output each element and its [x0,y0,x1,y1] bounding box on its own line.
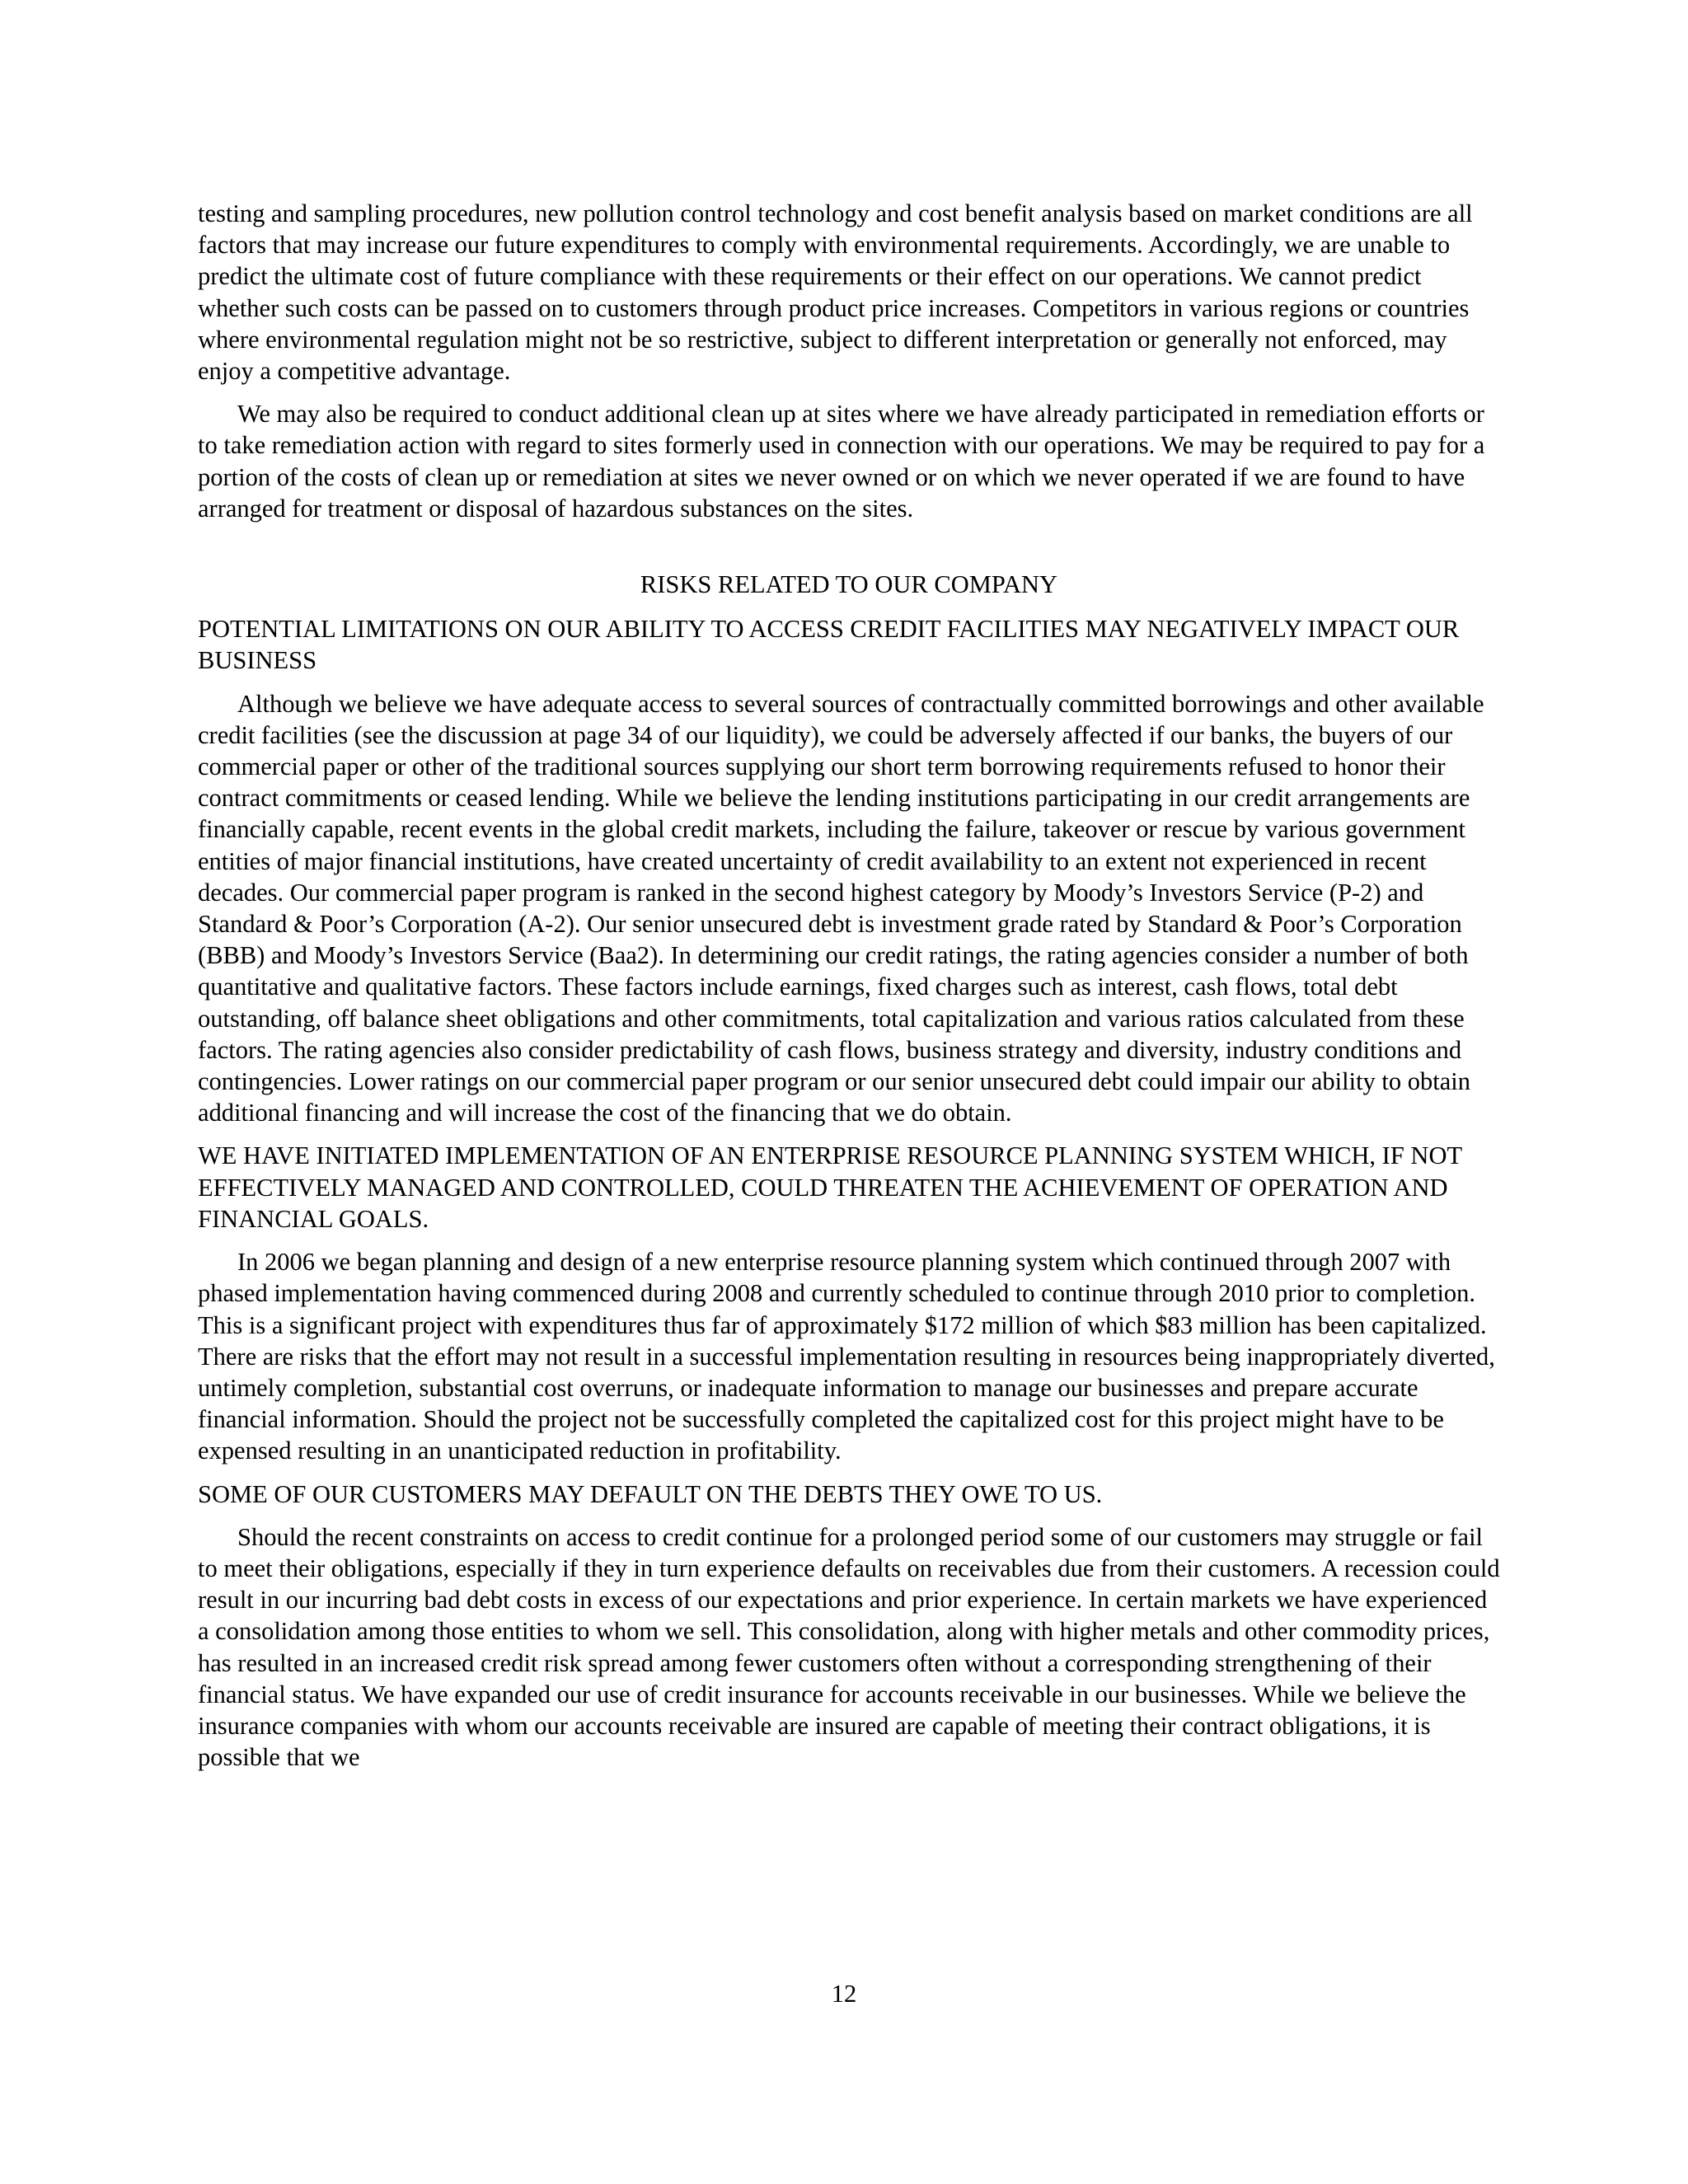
paragraph-remediation: We may also be required to conduct additional clean up at sites where we have already participated in remediation efforts or to take remediation action with regard to sites formerly used in connection with our operations. We may be required to pay for a portion of the costs of clean up or remediation at sites we never owned or on which we never operated if we are found to have arranged for treatment or disposal of hazardous substances on the sites. [198,400,1485,523]
section-title: RISKS RELATED TO OUR COMPANY [640,570,1058,599]
risk-body-credit-facilities: Although we believe we have adequate access to several sources of contractually committed borrowings and other available credit facilities (see the discussion at page 34 of our liquidity), we could be adversely affected if our banks, the buyers of our commercial paper or other of the traditional sources supplying our short term borrowing requirements refused to honor their contract commitments or ceased lending. While we believe the lending institutions participating in our credit arrangements are financially capable, recent events in the global credit markets, including the failure, takeover or rescue by various government entities of major financial institutions, have created uncertainty of credit availability to an extent not experienced in recent decades. Our commercial paper program is ranked in the second highest category by Moody’s Investors Service (P-2) and Standard & Poor’s Corporation (A-2). Our senior unsecured debt is investment grade rated by Standard & Poor’s Corporation (BBB) and Moody’s Investors Service (Baa2). In determining our credit ratings, the rating agencies consider a number of both quantitative and qualitative factors. These factors include earnings, fixed charges such as interest, cash flows, total debt outstanding, off balance sheet obligations and other commitments, total capitalization and various ratios calculated from these factors. The rating agencies also consider predictability of cash flows, business strategy and diversity, industry conditions and contingencies. Lower ratings on our commercial paper program or our senior unsecured debt could impair our ability to obtain additional financing and will increase the cost of the financing that we do obtain. [198,689,1484,1127]
risk-heading-customer-default: SOME OF OUR CUSTOMERS MAY DEFAULT ON THE DEBTS THEY OWE TO US. [198,1479,1103,1508]
paragraph-environmental-costs: testing and sampling procedures, new pollution control technology and cost benefit analysis based on market conditions are all factors that may increase our future expenditures to comply with environmental requirements. Accordingly, we are unable to predict the ultimate cost of future compliance with these requirements or their effect on our operations. We cannot predict whether such costs can be passed on to customers through product price increases. Competitors in various regions or countries where environmental regulation might not be so restrictive, subject to different interpretation or generally not enforced, may enjoy a competitive advantage. [198,199,1473,386]
risk-heading-erp-system: WE HAVE INITIATED IMPLEMENTATION OF AN ENTERPRISE RESOURCE PLANNING SYSTEM WHICH, IF NOT EFFECTIVELY MANAGED AND CONTROLLED, COULD THREATEN THE ACHIEVEMENT OF OPERATION AND FINANCIAL GOALS. [198,1141,1462,1233]
page-number: 12 [831,1980,857,2008]
risk-body-customer-default: Should the recent constraints on access to credit continue for a prolonged period some of our customers may struggle or fail to meet their obligations, especially if they in turn experience defaults on receivables due from their customers. A recession could result in our incurring bad debt costs in excess of our expectations and prior experience. In certain markets we have experienced a consolidation among those entities to whom we sell. This consolidation, along with higher metals and other commodity prices, has resulted in an increased credit risk spread among fewer customers often without a corresponding strengthening of their financial status. We have expanded our use of credit insurance for accounts receivable in our businesses. While we believe the insurance companies with whom our accounts receivable are insured are capable of meeting their contract obligations, it is possible that we [198,1522,1500,1772]
document-page [198,198,1500,1784]
risk-body-erp-system: In 2006 we began planning and design of a new enterprise resource planning system which continued through 2007 with phased implementation having commenced during 2008 and currently scheduled to continue through 2010 prior to completion. This is a significant project with expenditures thus far of approximately $172 million of which $83 million has been capitalized. There are risks that the effort may not result in a successful implementation resulting in resources being inappropriately diverted, untimely completion, substantial cost overruns, or inadequate information to manage our businesses and prepare accurate financial information. Should the project not be successfully completed the capitalized cost for this project might have to be expensed resulting in an unanticipated reduction in profitability. [198,1248,1495,1465]
risk-heading-credit-facilities: POTENTIAL LIMITATIONS ON OUR ABILITY TO ACCESS CREDIT FACILITIES MAY NEGATIVELY IMPACT OUR BUSINESS [198,615,1460,675]
